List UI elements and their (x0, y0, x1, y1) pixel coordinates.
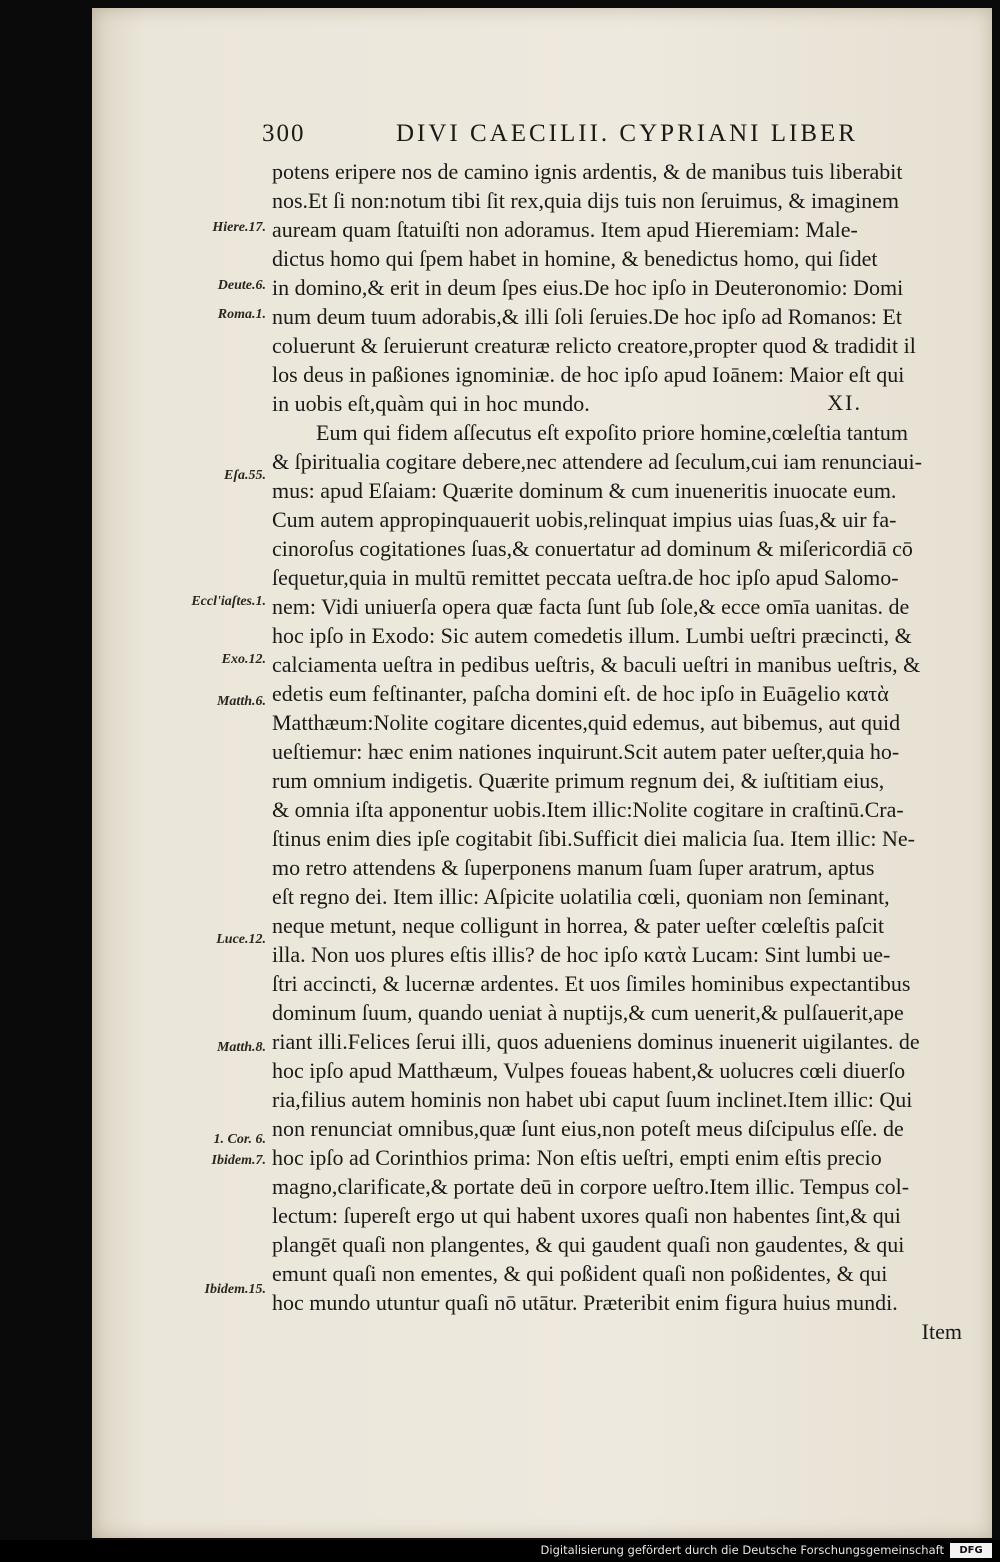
text-line: magno,clarificate,& portate deū in corpore ueſtro.Item illic. Tempus col- (272, 1174, 910, 1199)
margin-note: Hiere.17. (212, 220, 266, 235)
margin-note: Eccl'iaſtes.1. (191, 594, 266, 609)
chapter-number: XI. (827, 390, 862, 415)
text-line: hoc ipſo ad Corinthios prima: Non eſtis ueſtri, empti enim eſtis precio (272, 1145, 882, 1170)
text-line: riant illi.Felices ſerui illi, quos adueniens dominus inuenerit uigilantes. de (272, 1029, 920, 1054)
text-line: dominum ſuum, quando ueniat à nuptijs,& cum uenerit,& pulſauerit,ape (272, 1000, 904, 1025)
text-line: rum omnium indigetis. Quærite primum regnum dei, & iuſtitiam eius, (272, 768, 885, 793)
text-line: auream quam ſtatuiſti non adoramus. Item apud Hieremiam: Male- (272, 217, 858, 242)
text-line: hoc mundo utuntur quaſi nō utātur. Præteribit enim figura huius mundi. (272, 1290, 898, 1315)
margin-note: Roma.1. (217, 307, 266, 322)
text-line: in domino,& erit in deum ſpes eius.De hoc ipſo in Deuteronomio: Domi (272, 275, 904, 300)
text-line: mo retro attendens & ſuperponens manum ſuam ſuper aratrum, aptus (272, 855, 875, 880)
text-line: in uobis eſt,quàm qui in hoc mundo. (272, 391, 590, 416)
text-line: ſequetur,quia in multū remittet peccata ueſtra.de hoc ipſo apud Salomo- (272, 565, 899, 590)
page-header (262, 120, 962, 152)
text-line: dictus homo qui ſpem habet in homine, & benedictus homo, qui ſidet (272, 246, 878, 271)
text-line: edetis eum feſtinanter, paſcha domini eſt. de hoc ipſo in Euāgelio κατὰ (272, 681, 889, 706)
text-line: nos.Et ſi non:notum tibi ſit rex,quia dijs tuis non ſeruimus, & imaginem (272, 188, 899, 213)
text-line: ſtri accincti, & lucernæ ardentes. Et uos ſimiles hominibus expectantibus (272, 971, 911, 996)
text-line: lectum: ſupereſt ergo ut qui habent uxores quaſi non habentes ſint,& qui (272, 1203, 901, 1228)
margin-note: Ibidem.15. (204, 1282, 266, 1297)
text-line: ſtinus enim dies ipſe cogitabit ſibi.Sufficit diei malicia ſua. Item illic: Ne- (272, 826, 915, 851)
dfg-logo: DFG (950, 1543, 992, 1558)
text-line: eſt regno dei. Item illic: Aſpicite uolatilia cœli, quoniam non ſeminant, (272, 884, 890, 909)
text-line: ueſtiemur: hæc enim nationes inquirunt.Scit autem pater ueſter,quia ho- (272, 739, 900, 764)
margin-note: Exo.12. (221, 652, 266, 667)
text-line: ria,filius autem hominis non habet ubi caput ſuum inclinet.Item illic: Qui (272, 1087, 913, 1112)
text-line: & omnia iſta apponentur uobis.Item illic:Nolite cogitare in craſtinū.Cra- (272, 797, 904, 822)
funding-credit: Digitalisierung gefördert durch die Deutsche Forschungsgemeinschaft (540, 1543, 944, 1557)
margin-note: 1. Cor. 6. (213, 1132, 266, 1147)
text-line: calciamenta ueſtra in pedibus ueſtris, & baculi ueſtri in manibus ueſtris, & (272, 652, 921, 677)
margin-note: Matth.8. (216, 1040, 266, 1055)
text-line: Cum autem appropinquauerit uobis,relinquat impius uias ſuas,& uir fa- (272, 507, 897, 532)
text-line: los deus in paßiones ignominiæ. de hoc ipſo apud Ioānem: Maior eſt qui (272, 362, 905, 387)
margin-note: Deute.6. (217, 278, 266, 293)
catchword: Item (921, 1319, 962, 1344)
text-line: Eum qui fidem aſſecutus eſt expoſito priore homine,cœleſtia tantum (316, 420, 909, 445)
text-line: hoc ipſo in Exodo: Sic autem comedetis illum. Lumbi ueſtri præcincti, & (272, 623, 912, 648)
margin-note: Eſa.55. (224, 468, 266, 483)
margin-note: Luce.12. (216, 932, 266, 947)
text-line: coluerunt & ſeruierunt creaturæ relicto creatore,propter quod & tradidit il (272, 333, 916, 358)
text-line: mus: apud Eſaiam: Quærite dominum & cum inueneritis inuocate eum. (272, 478, 897, 503)
text-line: & ſpiritualia cogitare debere,nec attendere ad ſeculum,cui iam renunciaui- (272, 449, 922, 474)
text-line: plangēt quaſi non plangentes, & qui gaudent quaſi non gaudentes, & qui (272, 1232, 905, 1257)
text-line: neque metunt, neque colligunt in horrea, & pater ueſter cœleſtis paſcit (272, 913, 885, 938)
margin-note: Matth.6. (216, 694, 266, 709)
text-line: emunt quaſi non ementes, & qui poßident quaſi non poßidentes, & qui (272, 1261, 888, 1286)
text-line: cinoroſus cogitationes ſuas,& conuertatur ad dominum & miſericordiā cō (272, 536, 913, 561)
text-line: illa. Non uos plures eſtis illis? de hoc ipſo κατὰ Lucam: Sint lumbi ue- (272, 942, 891, 967)
text-line: Matthæum:Nolite cogitare dicentes,quid edemus, aut bibemus, aut quid (272, 710, 901, 735)
footer-bar (0, 1540, 1000, 1562)
margin-note: Ibidem.7. (211, 1153, 266, 1168)
running-title: DIVI CAECILII. CYPRIANI LIBER (396, 120, 858, 147)
text-line: hoc ipſo apud Matthæum, Vulpes foueas habent,& uolucres cœli diuerſo (272, 1058, 906, 1083)
text-line: num deum tuum adorabis,& illi ſoli ſeruies.De hoc ipſo ad Romanos: Et (272, 304, 902, 329)
text-line: potens eripere nos de camino ignis ardentis, & de manibus tuis liberabit (272, 159, 903, 184)
text-line: nem: Vidi uniuerſa opera quæ facta ſunt ſub ſole,& ecce omīa uanitas. de (272, 594, 910, 619)
text-line: non renunciat omnibus,quæ ſunt eius,non poteſt meus diſcipulus eſſe. de (272, 1116, 904, 1141)
page-number: 300 (262, 120, 306, 147)
